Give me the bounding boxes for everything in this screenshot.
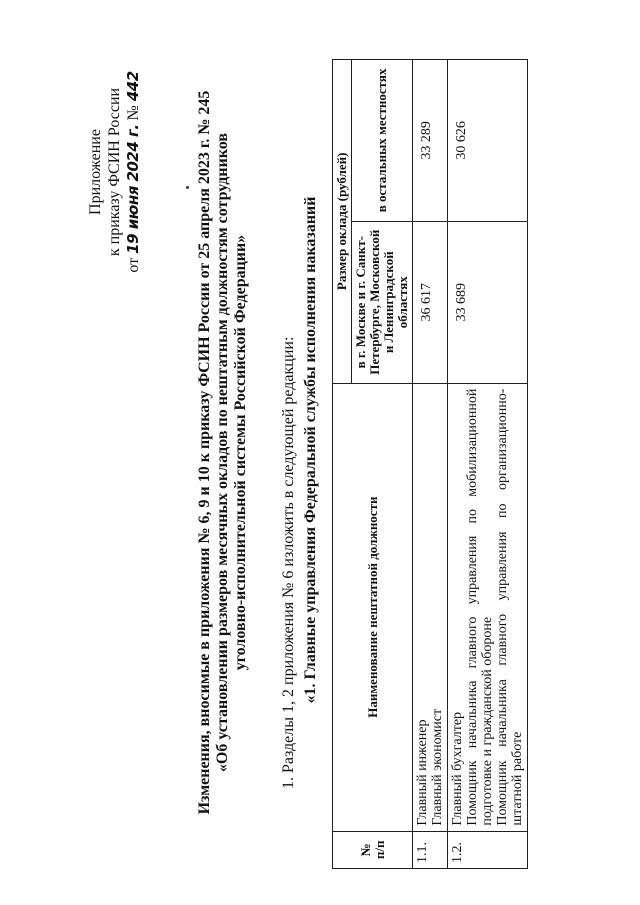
number-label: №	[125, 105, 142, 121]
header-position-name: Наименование нештатной должности	[333, 383, 413, 831]
document-title	[196, 20, 250, 885]
title-line-2: «Об установлении размеров месячных окладов по нештатным должностям сотрудников	[214, 132, 231, 773]
table-row	[413, 60, 448, 869]
row-number: 1.2.	[448, 831, 528, 868]
header-salary-group: Размер оклада (рублей)	[333, 60, 352, 384]
salary-moscow: 36 617	[413, 221, 448, 383]
appendix-label: Приложение	[87, 129, 104, 215]
approval-block	[86, 47, 143, 297]
title-line-1: Изменения, вносимые в приложения № 6, 9 и 10 к приказу ФСИН России от 25 апреля 2023 г. № 245	[196, 90, 213, 815]
position-names	[413, 383, 448, 831]
table-row	[448, 60, 528, 869]
date-prefix: от	[125, 257, 142, 273]
handwritten-number: 442	[124, 71, 142, 102]
salary-other: 33 289	[413, 60, 448, 222]
salary-moscow: 33 689	[448, 221, 528, 383]
header-num: № п/п	[333, 831, 413, 868]
table-header-row	[333, 60, 352, 869]
stray-dot	[186, 186, 189, 189]
salary-table	[332, 59, 528, 869]
position-name: Главный инженер	[415, 719, 430, 826]
section-title: «1. Главные управления Федеральной службы исполнения наказаний	[302, 196, 319, 704]
header-moscow: в г. Москве и г. Санкт-Петербурге, Московской и Ленинградской областях	[352, 221, 413, 383]
handwritten-date: 19 июня 2024 г.	[124, 124, 142, 254]
order-date-line	[124, 47, 143, 297]
row-number: 1.1.	[413, 831, 448, 868]
header-other-regions: в остальных местностях	[352, 60, 413, 222]
position-name: Помощник начальника главного управления по мобилизационной подготовке и гражданской обороне	[465, 388, 495, 826]
position-name: Помощник начальника главного управления по организационно-штатной работе	[495, 388, 525, 826]
position-name: Главный экономист	[430, 708, 445, 826]
order-reference: к приказу ФСИН России	[106, 87, 123, 257]
intro-paragraph: 1. Разделы 1, 2 приложения № 6 изложить в следующей редакции:	[280, 336, 297, 789]
salary-other: 30 626	[448, 60, 528, 222]
position-names	[448, 383, 528, 831]
title-line-3: уголовно-исполнительной системы Российской Федерации»	[232, 234, 249, 671]
position-name: Главный бухгалтер	[450, 711, 465, 826]
